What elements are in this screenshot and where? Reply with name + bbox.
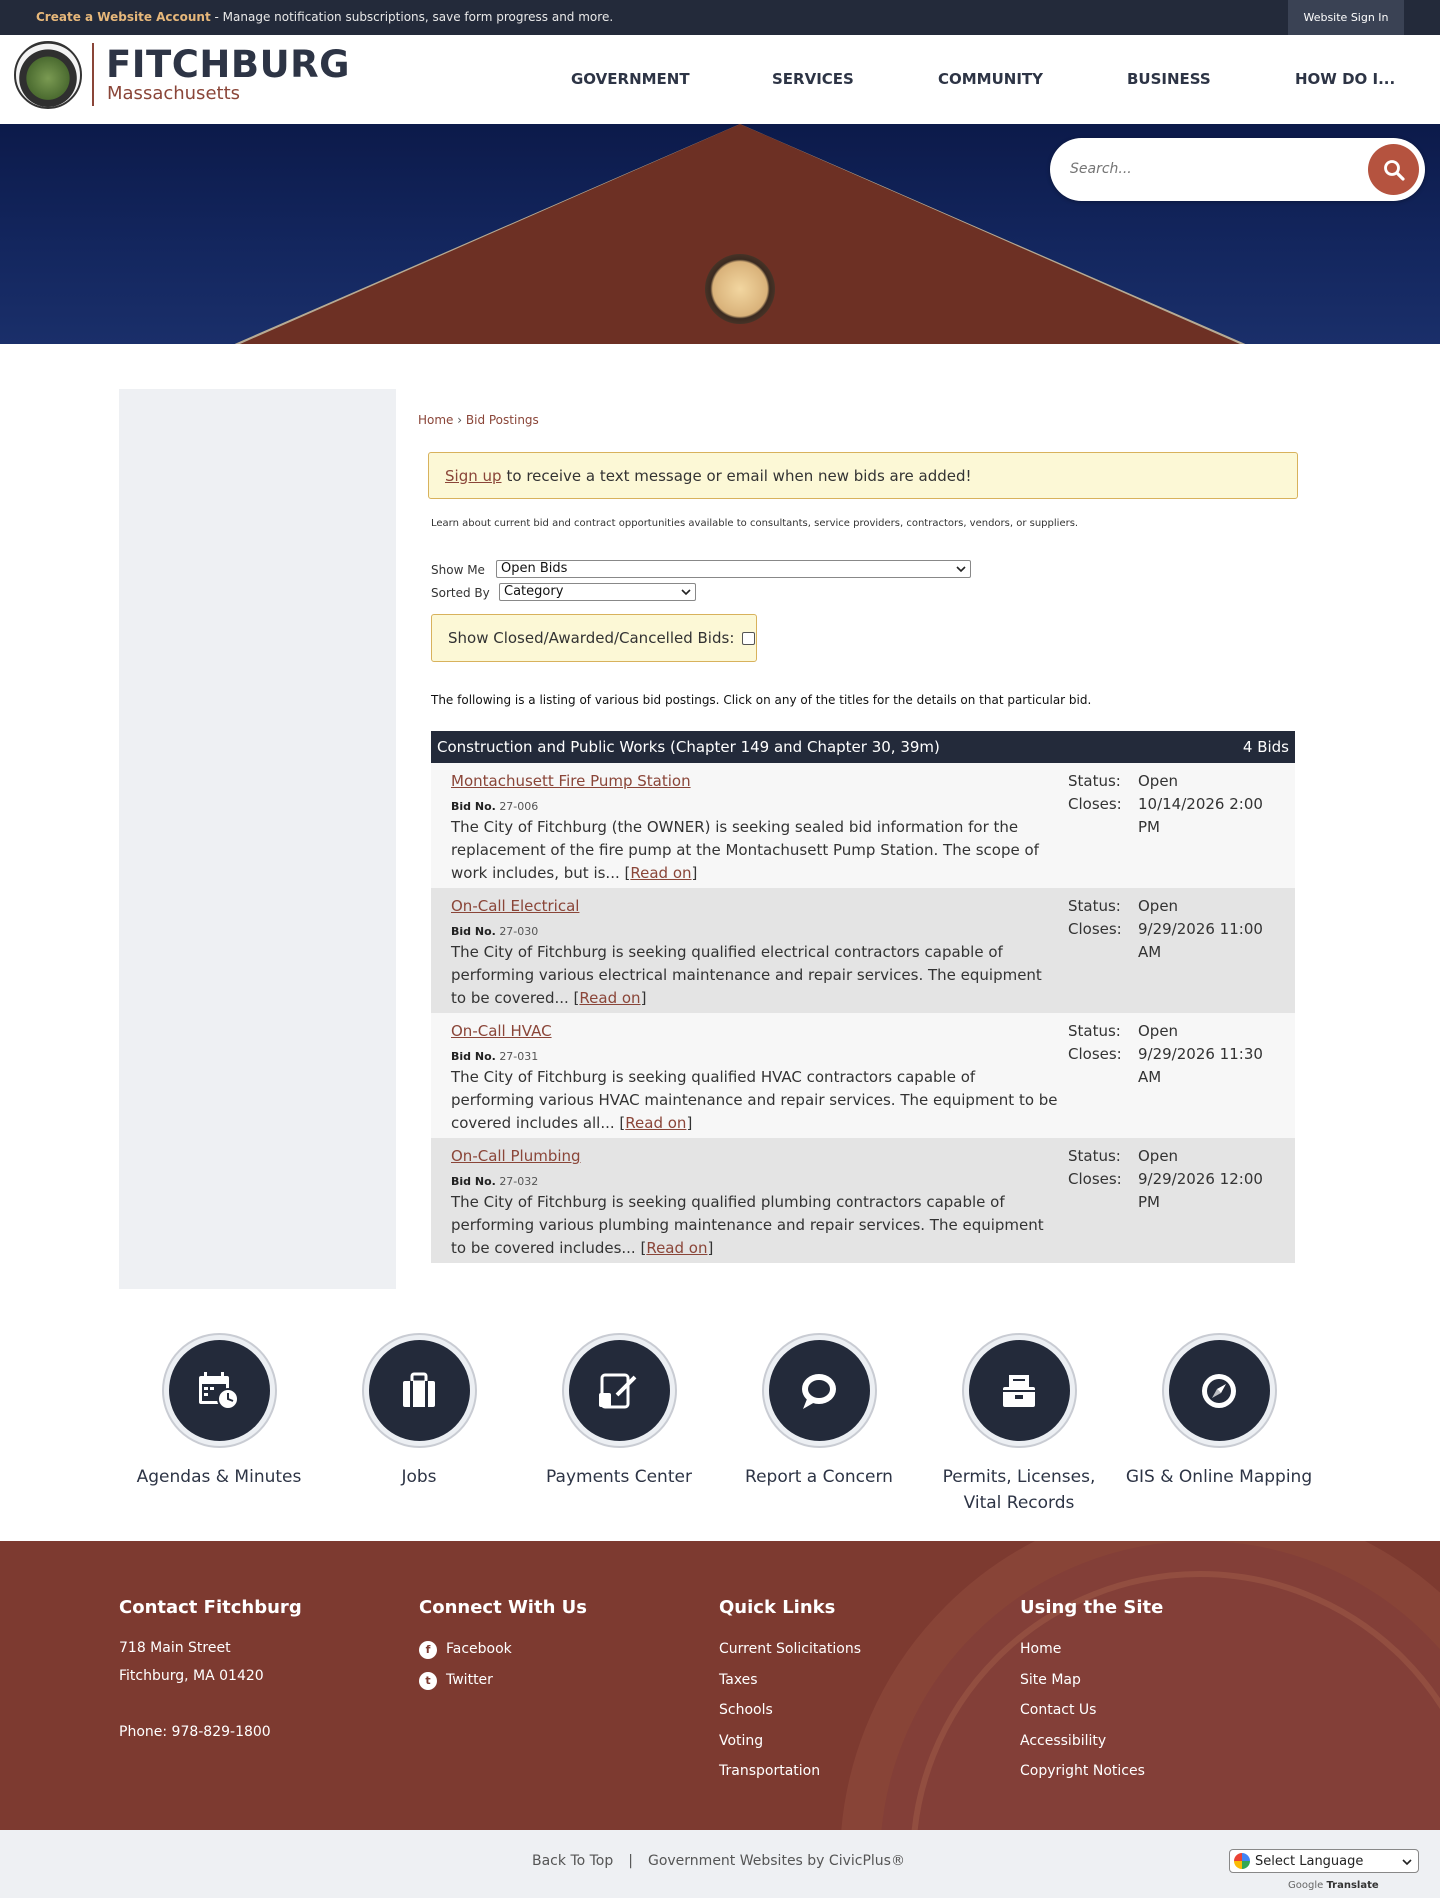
bid-description-text: The City of Fitchburg is seeking qualified electrical contractors capable of performing various electrical maintenance and repair services. The equipment to be covered... — [451, 943, 1042, 1007]
closes-label: Closes: — [1068, 795, 1122, 813]
quicklink-label: Agendas & Minutes — [136, 1467, 302, 1487]
quicklink-circle-inner — [569, 1340, 670, 1441]
read-on-link[interactable]: Read on — [646, 1239, 708, 1257]
language-select-value: Select Language — [1255, 1853, 1364, 1869]
read-on-link[interactable]: Read on — [630, 864, 692, 882]
facebook-label: Facebook — [446, 1641, 512, 1657]
quicklink-jobs[interactable] — [324, 1333, 514, 1490]
breadcrumb — [418, 413, 539, 427]
closes-label: Closes: — [1068, 1170, 1122, 1188]
account-message — [36, 10, 613, 24]
bottom-pipe: | — [628, 1853, 633, 1869]
nav-community[interactable]: COMMUNITY — [938, 70, 1044, 88]
twitter-icon: t — [419, 1672, 437, 1690]
translate-label[interactable]: Translate — [1326, 1880, 1379, 1891]
bid-number-label: Bid No. — [451, 1175, 496, 1188]
quicklink-circle-inner — [369, 1340, 470, 1441]
bid-number-value: 27-030 — [499, 925, 539, 938]
nav-business[interactable]: BUSINESS — [1127, 70, 1211, 88]
closes-value: 9/29/2026 12:00 PM — [1138, 1170, 1263, 1211]
quicklink-circle-inner — [969, 1340, 1070, 1441]
site-footer — [0, 1541, 1440, 1830]
round-window — [705, 254, 775, 324]
breadcrumb-home[interactable]: Home — [418, 413, 454, 427]
quicklink-circle — [562, 1333, 677, 1448]
bid-description-text: The City of Fitchburg is seeking qualified HVAC contractors capable of performing various HVAC maintenance and repair services. The equipment to be covered includes all... — [451, 1068, 1058, 1132]
civicplus-link[interactable]: Government Websites by CivicPlus® — [647, 1853, 905, 1869]
calendar-clock-icon — [196, 1370, 242, 1412]
quicklink-agendas-minutes[interactable] — [124, 1333, 314, 1490]
quicklink-label: GIS & Online Mapping — [1125, 1467, 1313, 1487]
nav-services[interactable]: SERVICES — [772, 70, 854, 88]
top-bar — [0, 0, 1440, 35]
bid-title-link[interactable]: On-Call Plumbing — [451, 1147, 581, 1165]
quicklink-label: Payments Center — [546, 1467, 692, 1487]
quicklink-circle — [362, 1333, 477, 1448]
footer-using-site — [1020, 1597, 1163, 1787]
bid-description: The City of Fitchburg is seeking qualified electrical contractors capable of performing various electrical maintenance and repair services. The equipment to be covered... [Read on] — [451, 943, 1042, 1007]
bid-number-label: Bid No. — [451, 925, 496, 938]
breadcrumb-separator: › — [453, 413, 466, 427]
quicklink-label: Report a Concern — [745, 1467, 893, 1487]
bid-description: The City of Fitchburg (the OWNER) is seeking sealed bid information for the replacement of the fire pump at the Montachusett Pump Station. The scope of work includes, but is... [Read on] — [451, 818, 1039, 882]
logo-divider — [92, 43, 94, 106]
quicklink-payments-center[interactable] — [524, 1333, 714, 1490]
footer-link-transportation[interactable]: Transportation — [719, 1763, 821, 1779]
quicklink-circle — [762, 1333, 877, 1448]
twitter-label: Twitter — [446, 1672, 493, 1688]
bid-row — [431, 763, 1295, 888]
chevron-down-icon — [681, 587, 691, 597]
footer-link-accessibility[interactable]: Accessibility — [1020, 1732, 1107, 1749]
chevron-down-icon — [1402, 1857, 1412, 1867]
tablet-pen-icon — [597, 1371, 641, 1411]
briefcase-icon — [399, 1371, 439, 1411]
back-to-top-link[interactable]: Back To Top — [532, 1853, 614, 1869]
status-value: Open — [1138, 772, 1179, 790]
bid-number — [451, 800, 538, 813]
search-button[interactable] — [1368, 144, 1419, 195]
read-on-link[interactable]: Read on — [625, 1114, 687, 1132]
status-label: Status: — [1068, 772, 1121, 790]
bid-description: The City of Fitchburg is seeking qualified plumbing contractors capable of performing various plumbing maintenance and repair services. The equipment to be covered includes... [Read on] — [451, 1193, 1044, 1257]
footer-link-copyright[interactable]: Copyright Notices — [1020, 1763, 1145, 1779]
status-value: Open — [1138, 897, 1179, 915]
bid-number-label: Bid No. — [451, 800, 496, 813]
category-count: 4 Bids — [1242, 738, 1289, 756]
category-title: Construction and Public Works (Chapter 149 and Chapter 30, 39m) — [437, 738, 940, 756]
bid-number-value: 27-032 — [499, 1175, 539, 1188]
show-me-label: Show Me — [431, 563, 485, 577]
website-sign-in-button[interactable]: Website Sign In — [1288, 0, 1404, 35]
bid-row — [431, 1013, 1295, 1138]
bid-number — [451, 925, 538, 938]
powered-by-label: Google — [1288, 1880, 1324, 1891]
sorted-by-value: Category — [504, 584, 564, 599]
closes-value: 10/14/2026 2:00 PM — [1138, 795, 1263, 836]
footer-contact — [119, 1597, 302, 1746]
search-icon — [1383, 159, 1405, 181]
quicklink-circle-inner — [769, 1340, 870, 1441]
breadcrumb-current[interactable]: Bid Postings — [465, 413, 539, 427]
facebook-icon: f — [419, 1641, 437, 1659]
footer-link-taxes[interactable]: Taxes — [719, 1671, 758, 1688]
bid-title-link[interactable]: On-Call Electrical — [451, 897, 580, 915]
bid-description-text: The City of Fitchburg (the OWNER) is seeking sealed bid information for the replacement of the fire pump at the Montachusett Pump Station. The scope of work includes, but is... — [451, 818, 1039, 882]
bottom-links — [532, 1853, 905, 1869]
file-cabinet-icon — [999, 1371, 1039, 1411]
footer-connect-heading: Connect With Us — [419, 1597, 587, 1618]
footer-link-schools[interactable]: Schools — [719, 1702, 773, 1718]
footer-link-site-map[interactable]: Site Map — [1020, 1671, 1081, 1688]
sign-up-link[interactable]: Sign up — [445, 466, 502, 485]
show-closed-box — [431, 614, 757, 662]
quicklink-circle — [162, 1333, 277, 1448]
footer-link-home[interactable]: Home — [1020, 1641, 1062, 1657]
city-seal-logo[interactable] — [14, 41, 82, 109]
show-me-select[interactable] — [496, 560, 971, 578]
bid-row — [431, 1138, 1295, 1263]
powered-by-google — [1288, 1880, 1379, 1891]
search-input[interactable] — [1070, 156, 1330, 182]
account-message-text: - Manage notification subscriptions, save form progress and more. — [210, 10, 614, 24]
footer-address-line2: Fitchburg, MA 01420 — [119, 1668, 264, 1684]
speech-bubble-icon — [799, 1371, 839, 1411]
status-value: Open — [1138, 1147, 1179, 1165]
bid-number — [451, 1050, 538, 1063]
bid-description: The City of Fitchburg is seeking qualified HVAC contractors capable of performing various HVAC maintenance and repair services. The equipment to be covered includes all... [Read on] — [451, 1068, 1058, 1132]
bid-title-link[interactable]: Montachusett Fire Pump Station — [451, 772, 691, 790]
closes-label: Closes: — [1068, 1045, 1122, 1063]
listing-note: The following is a listing of various bid postings. Click on any of the titles for the details on that particular bid. — [431, 693, 1092, 707]
logo-subtitle[interactable]: Massachusetts — [107, 83, 241, 104]
bid-number-value: 27-031 — [499, 1050, 539, 1063]
chevron-down-icon — [956, 564, 966, 574]
quicklink-permits-licenses[interactable] — [924, 1333, 1114, 1516]
site-header — [0, 35, 1440, 124]
bid-title-link[interactable]: On-Call HVAC — [451, 1022, 552, 1040]
alert-text: to receive a text message or email when new bids are added! — [506, 466, 972, 485]
footer-using-heading: Using the Site — [1020, 1597, 1164, 1618]
show-closed-checkbox[interactable] — [742, 632, 755, 645]
closes-value: 9/29/2026 11:00 AM — [1138, 920, 1263, 961]
logo-name[interactable]: FITCHBURG — [106, 43, 351, 86]
bid-number-label: Bid No. — [451, 1050, 496, 1063]
nav-how-do-i[interactable]: HOW DO I... — [1295, 70, 1396, 88]
status-label: Status: — [1068, 1022, 1121, 1040]
show-me-value: Open Bids — [501, 561, 568, 576]
quicklink-label: Jobs — [401, 1467, 437, 1487]
quicklink-label: Permits, Licenses, Vital Records — [942, 1467, 1096, 1513]
status-label: Status: — [1068, 897, 1121, 915]
footer-quick-links — [719, 1597, 861, 1787]
facebook-link[interactable] — [419, 1634, 587, 1665]
status-value: Open — [1138, 1022, 1179, 1040]
bid-description-text: The City of Fitchburg is seeking qualified plumbing contractors capable of performing various plumbing maintenance and repair services. The equipment to be covered includes... — [451, 1193, 1044, 1257]
sorted-by-label: Sorted By — [431, 586, 490, 600]
create-account-link[interactable]: Create a Website Account — [36, 10, 211, 24]
quicklink-circle — [1162, 1333, 1277, 1448]
bid-number — [451, 1175, 538, 1188]
quicklink-circle — [962, 1333, 1077, 1448]
footer-link-contact-us[interactable]: Contact Us — [1020, 1702, 1097, 1718]
intro-text: Learn about current bid and contract opportunities available to consultants, service providers, contractors, vendors, or suppliers. — [431, 518, 1079, 529]
language-select[interactable] — [1229, 1849, 1419, 1873]
nav-government[interactable]: GOVERNMENT — [571, 70, 690, 88]
bid-row — [431, 888, 1295, 1013]
twitter-link[interactable] — [419, 1665, 587, 1696]
quicklink-gis-mapping[interactable] — [1124, 1333, 1314, 1490]
category-header — [431, 731, 1295, 763]
compass-icon — [1199, 1371, 1239, 1411]
bid-number-value: 27-006 — [499, 800, 539, 813]
footer-link-voting[interactable]: Voting — [719, 1732, 764, 1749]
quicklink-circle-inner — [1169, 1340, 1270, 1441]
google-icon — [1234, 1853, 1250, 1869]
closes-value: 9/29/2026 11:30 AM — [1138, 1045, 1263, 1086]
footer-link-current-solicitations[interactable]: Current Solicitations — [719, 1641, 862, 1657]
status-label: Status: — [1068, 1147, 1121, 1165]
search-box — [1050, 138, 1425, 201]
footer-connect — [419, 1597, 587, 1696]
sorted-by-select[interactable] — [499, 583, 696, 601]
footer-quick-heading: Quick Links — [719, 1597, 836, 1618]
show-closed-label: Show Closed/Awarded/Cancelled Bids: — [448, 629, 735, 647]
quicklink-circle-inner — [169, 1340, 270, 1441]
closes-label: Closes: — [1068, 920, 1122, 938]
read-on-link[interactable]: Read on — [579, 989, 641, 1007]
footer-contact-heading: Contact Fitchburg — [119, 1597, 302, 1618]
footer-address-line1: 718 Main Street — [119, 1640, 231, 1656]
quicklink-report-concern[interactable] — [724, 1333, 914, 1490]
notify-alert — [428, 452, 1298, 499]
bottom-bar — [0, 1830, 1440, 1898]
sidebar — [119, 389, 396, 1289]
footer-phone: Phone: 978-829-1800 — [119, 1724, 271, 1740]
